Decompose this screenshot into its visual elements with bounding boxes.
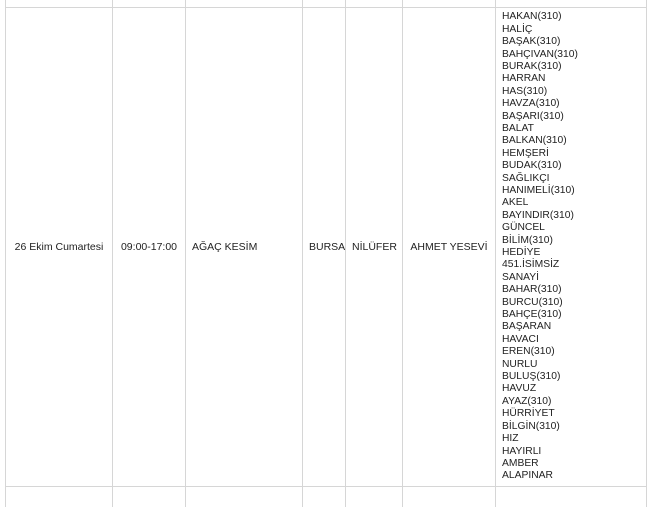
table-row-previous	[6, 0, 647, 8]
street-item: HAVUZ	[502, 383, 640, 395]
street-item: HAKAN(310)	[502, 11, 640, 23]
street-item: HAVACI	[502, 334, 640, 346]
street-item: BAŞARI(310)	[502, 111, 640, 123]
street-item: SANAYİ	[502, 272, 640, 284]
date-cell: 26 Ekim Cumartesi	[6, 8, 113, 487]
table-row	[6, 8, 647, 487]
table-row-next	[6, 487, 647, 507]
street-item: BALKAN(310)	[502, 135, 640, 147]
street-item: BURAK(310)	[502, 61, 640, 73]
street-item: BİLİM(310)	[502, 235, 640, 247]
cell-empty	[113, 0, 186, 8]
cell-empty	[186, 0, 303, 8]
cell-empty	[6, 487, 113, 507]
cell-empty	[403, 487, 496, 507]
street-item: NURLU	[502, 359, 640, 371]
cell-empty	[303, 0, 346, 8]
street-item: AKEL	[502, 197, 640, 209]
street-item: HANIMELİ(310)	[502, 185, 640, 197]
street-item: HAS(310)	[502, 86, 640, 98]
street-item: HÜRRİYET	[502, 408, 640, 420]
street-item: 451.İSİMSİZ	[502, 259, 640, 271]
street-item: HIZ	[502, 433, 640, 445]
street-item: BAHAR(310)	[502, 284, 640, 296]
street-item: BALAT	[502, 123, 640, 135]
street-item: BUDAK(310)	[502, 160, 640, 172]
street-item: BAHÇE(310)	[502, 309, 640, 321]
city-cell: BURSA	[303, 8, 346, 487]
work-type-cell: AĞAÇ KESİM	[186, 8, 303, 487]
street-item: ALAPINAR	[502, 470, 640, 482]
street-item: SAĞLIKÇI	[502, 173, 640, 185]
street-item: BİLGİN(310)	[502, 421, 640, 433]
street-item: BAHÇIVAN(310)	[502, 49, 640, 61]
cell-empty	[113, 487, 186, 507]
street-item: HAVZA(310)	[502, 98, 640, 110]
street-item: BAYINDIR(310)	[502, 210, 640, 222]
street-item: HEDİYE	[502, 247, 640, 259]
cell-empty	[303, 487, 346, 507]
streets-cell	[496, 8, 647, 487]
street-item: EREN(310)	[502, 346, 640, 358]
cell-empty	[6, 0, 113, 8]
neighborhood-cell: AHMET YESEVİ	[403, 8, 496, 487]
street-item: HARRAN	[502, 73, 640, 85]
cell-empty	[496, 487, 647, 507]
street-item: HAYIRLI	[502, 446, 640, 458]
street-item: GÜNCEL	[502, 222, 640, 234]
street-item: HALİÇ	[502, 24, 640, 36]
time-cell: 09:00-17:00	[113, 8, 186, 487]
street-item: BAŞARAN	[502, 321, 640, 333]
outage-table	[5, 0, 647, 507]
street-list	[502, 11, 640, 482]
cell-empty	[346, 0, 403, 8]
cell-empty	[346, 487, 403, 507]
street-item: AMBER	[502, 458, 640, 470]
cell-empty	[186, 487, 303, 507]
street-item: AYAZ(310)	[502, 396, 640, 408]
street-item: BURCU(310)	[502, 297, 640, 309]
street-item: BULUŞ(310)	[502, 371, 640, 383]
cell-empty	[496, 0, 647, 8]
street-item: BAŞAK(310)	[502, 36, 640, 48]
cell-empty	[403, 0, 496, 8]
street-item: HEMŞERİ	[502, 148, 640, 160]
district-cell: NİLÜFER	[346, 8, 403, 487]
